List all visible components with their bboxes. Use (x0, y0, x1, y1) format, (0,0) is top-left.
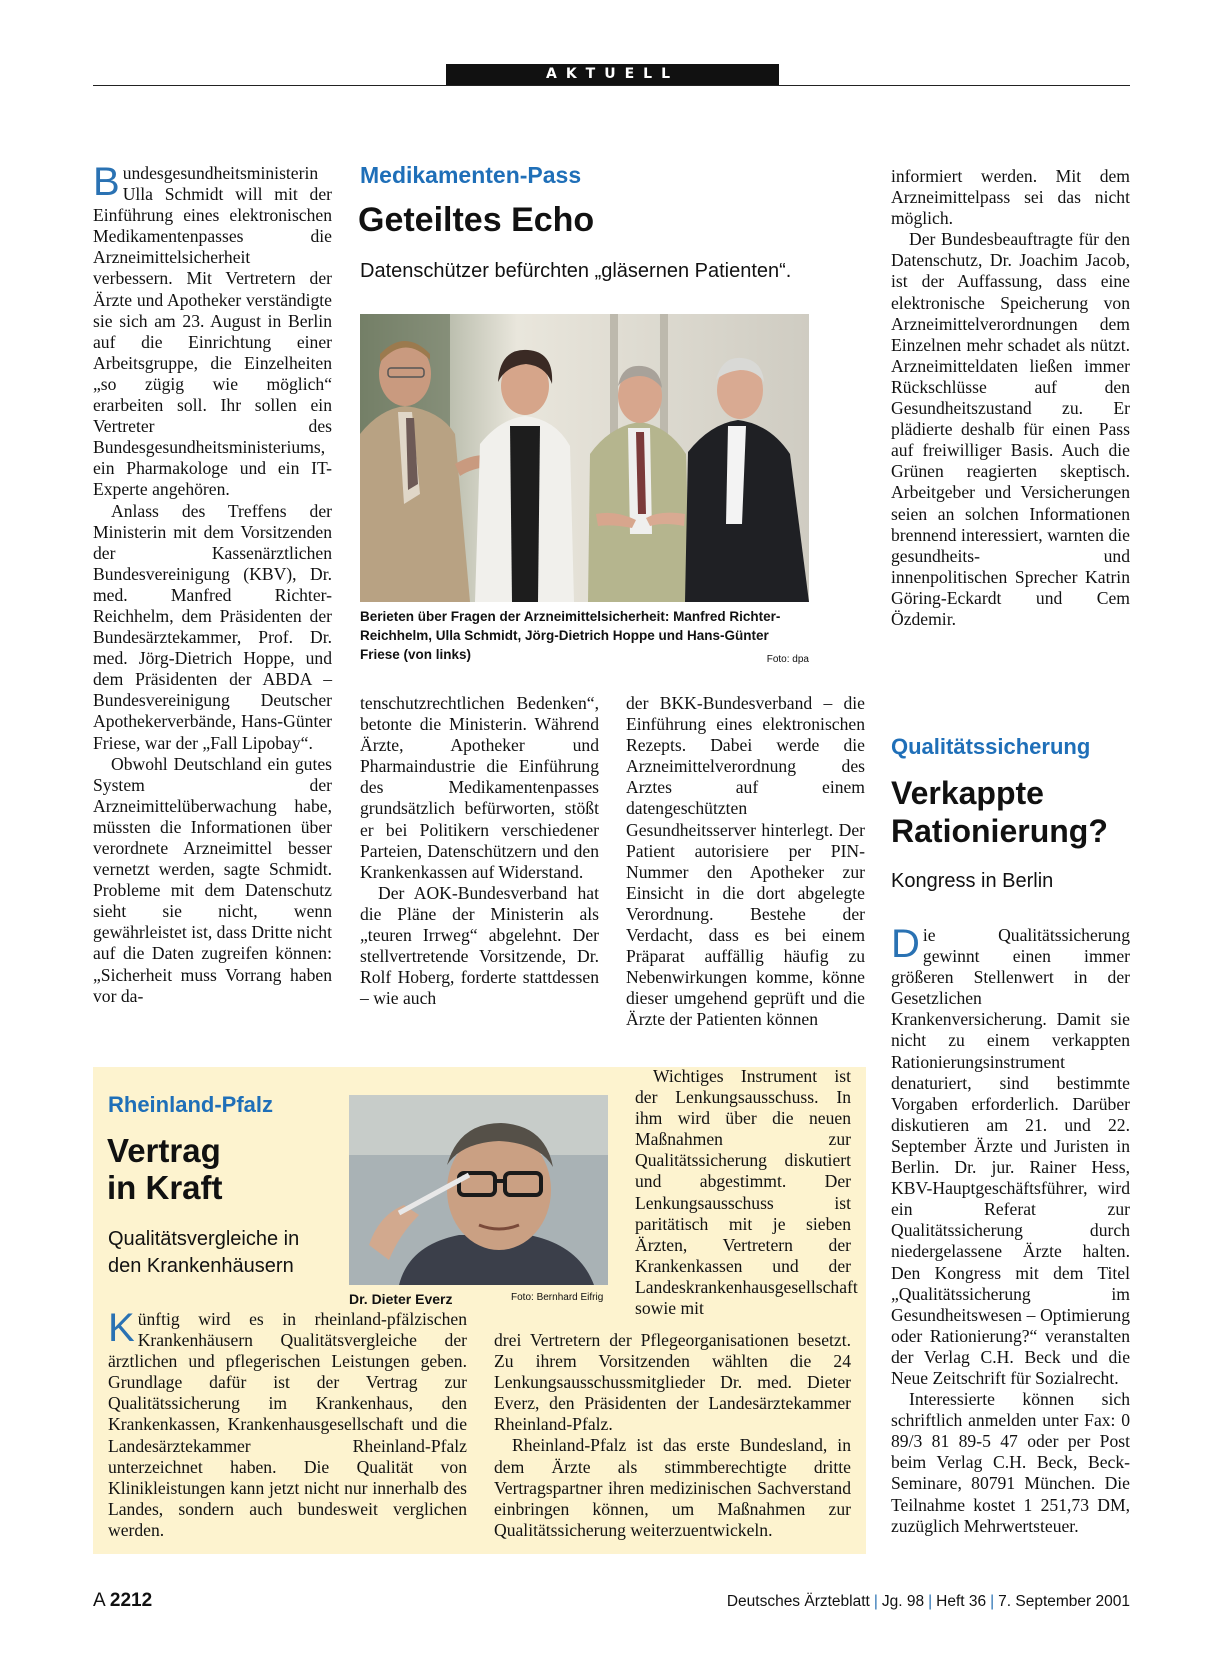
paragraph: Der AOK-Bundesverband hat die Pläne der Ministerin als „teuren Irrweg“ abgelehnt. Der stellvertretende Vorsitzende, Dr. Rolf Hoberg, forderte stattdessen – wie auch (360, 882, 599, 1009)
journal-volume: Jg. 98 (881, 1593, 925, 1610)
article-column-3 (626, 693, 865, 1031)
paragraph: tenschutzrechtlichen Bedenken“, betonte die Ministerin. Während Ärzte, Apotheker und Pharmaindustrie die Einführung des Medikamentenpasses grundsätzlich befürworten, stößt er bei Politikern verschiedener Parteien, Datenschützern und den Krankenkassen auf Widerstand. (360, 693, 599, 882)
box-headline-line-2: in Kraft (107, 1169, 223, 1206)
article-column-1 (93, 160, 332, 1007)
group-photo (360, 314, 809, 602)
article-column-4 (891, 166, 1130, 630)
portrait-illustration (349, 1095, 608, 1285)
portrait-credit: Foto: Bernhard Eifrig (511, 1292, 604, 1303)
side-article-body (891, 922, 1130, 1537)
journal-issue: Heft 36 (936, 1593, 987, 1610)
group-photo-caption: Berieten über Fragen der Arzneimittelsicherheit: Manfred Richter-Reichhelm, Ulla Schmidt, Jörg-Dietrich Hoppe und Hans-Günter Friese (von links) Foto: dpa (360, 607, 809, 669)
portrait-caption: Dr. Dieter Everz (349, 1291, 453, 1307)
paragraph: Bundesgesundheitsministerin Ulla Schmidt will mit der Einführung eines elektronischen Medikamentenpasses die Arzneimittelsicherheit verbessern. Mit Vertretern der Ärzte und Apotheker verständigte sie sich am 23. August in Berlin auf die Einrichtung einer Arbeitsgruppe, die Einzelheiten „so zügig wie möglich“ erarbeiten soll. Ihr sollen ein Vertreter des Bundesgesundheitsministeriums, ein Pharmakologe und ein IT-Experte angehören. (93, 160, 332, 500)
paragraph: informiert werden. Mit dem Arzneimittelpass sei das nicht möglich. (891, 166, 1130, 229)
drop-cap: B (93, 160, 120, 204)
box-kicker: Rheinland-Pfalz (108, 1092, 274, 1117)
paragraph: Interessierte können sich schriftlich anmelden unter Fax: 0 89/3 81 89-5 47 oder per Post beim Verlag C.H. Beck, Beck-Seminare, 80791 München. Die Teilnahme kostet 1 251,73 DM, zuzüglich Mehrwertsteuer. (891, 1389, 1130, 1536)
side-headline: Verkappte Rationierung? (891, 775, 1108, 849)
paragraph: Die Qualitätssicherung gewinnt einen immer größeren Stellenwert in der Gesetzlichen Krankenversicherung. Damit sie nicht zu einem verkappten Rationierungsinstrument denaturiert, sind bestimmte Vorgaben erforderlich. Darüber diskutieren am 21. und 22. September Ärzte und Juristen in Berlin. Dr. jur. Rainer Hess, KBV-Hauptgeschäftsführer, wird ein Referat zur Qualitätssicherung durch niedergelassene Ärzte halten. Den Kongress mit dem Titel „Qualitätssicherung im Gesundheitswesen – Optimierung oder Rationierung?“ veranstalten der Verlag C.H. Beck und die Neue Zeitschrift für Sozialrecht. (891, 922, 1130, 1388)
journal-date: 7. September 2001 (998, 1593, 1130, 1610)
side-kicker: Qualitätssicherung (891, 734, 1091, 759)
main-kicker: Medikamenten-Pass (360, 162, 582, 188)
paragraph: Obwohl Deutschland ein gutes System der Arzneimittelüberwachung habe, müssten die Informationen über verordnete Arzneimittel besser vernetzt werden, sagte Schmidt. Probleme mit dem Datenschutz sieht sie nicht, wenn gewährleistet ist, dass Dritte nicht auf die Daten zugreifen können: „Sicherheit muss Vorrang haben vor da- (93, 753, 332, 1006)
article-column-2 (360, 693, 599, 1009)
paragraph: der BKK-Bundesverband – die Einführung eines elektronischen Rezepts. Dabei werde die Arzneimittelverordnung des Arztes auf einem datengeschützten Gesundheitsserver hinterlegt. Der Patient autorisiere per PIN-Nummer den Apotheker zur Einsicht in die dort abgelegte Verordnung. Bestehe der Verdacht, dass es bei einem Präparat auffällig häufig zu Nebenwirkungen komme, könne dieser umgehend geprüft und die Ärzte der Patienten können (626, 693, 865, 1030)
page-number: A 2212 (93, 1590, 153, 1611)
side-standfirst: Kongress in Berlin (891, 870, 1054, 892)
photo-credit: Foto: dpa (766, 654, 809, 665)
drop-cap: D (891, 922, 920, 966)
group-photo-illustration (360, 314, 809, 602)
paragraph: Der Bundesbeauftragte für den Datenschutz, Dr. Joachim Jacob, ist der Auffassung, dass eine elektronische Speicherung von Arzneimittelverordnungen dem Einzelnen mehr schadet als nützt. Arzneimitteldaten ließen immer Rückschlüsse auf den Gesundheitszustand zu. Er plädierte deshalb für einen Pass auf freiwilliger Basis. Auch die Grünen reagierten skeptisch. Arbeitgeber und Versicherungen seien an solchen Informationen brennend interessiert, warnten die gesundheits- und innenpolitischen Sprecher Katrin Göring-Eckardt und Cem Özdemir. (891, 229, 1130, 629)
box-right-top (635, 1066, 858, 1319)
journal-name: Deutsches Ärzteblatt (726, 1593, 870, 1610)
box-left-column (108, 1306, 467, 1541)
paragraph: Anlass des Treffens der Ministerin mit dem Vorsitzenden der Kassenärztlichen Bundesvereinigung (KBV), Dr. med. Manfred Richter-Reichhelm, dem Präsidenten der Bundesärztekammer, Prof. Dr. med. Jörg-Dietrich Hoppe, und dem Präsidenten der ABDA – Bundesvereinigung Deutscher Apothekerverbände, Hans-Günter Friese, war der „Fall Lipobay“. (93, 500, 332, 753)
box-standfirst: Qualitätsvergleiche in den Krankenhäusern (108, 1228, 300, 1277)
header-rule (93, 85, 1130, 86)
journal-info: Deutsches Ärzteblatt | Jg. 98 | Heft 36 | 7. September 2001 (726, 1593, 1130, 1610)
drop-cap: K (108, 1306, 135, 1350)
portrait-photo (349, 1095, 608, 1285)
paragraph: Künftig wird es in rheinland-pfälzischen Krankenhäusern Qualitätsvergleiche der ärztlichen und pflegerischen Leistungen geben. Grundlage dafür ist der Vertrag zur Qualitätssicherung im Krankenhaus, den Krankenkassen, Krankenhausgesellschaft und die Landesärztekammer Rheinland-Pfalz unterzeichnet haben. Die Qualität von Klinikleistungen kann jetzt nicht nur innerhalb des Landes, sondern auch bundesweit verglichen werden. (108, 1306, 467, 1540)
main-headline: Geteiltes Echo (358, 201, 595, 239)
box-headline-line-1: Vertrag (107, 1132, 221, 1169)
paragraph: Wichtiges Instrument ist der Lenkungsausschuss. In ihm wird über die neuen Maßnahmen zur Qualitätssicherung diskutiert und abgestimmt. Der Lenkungsausschuss ist paritätisch mit je sieben Ärzten, Vertretern der Krankenkassen und der Landeskrankenhausgesellschaft sowie mit (635, 1066, 858, 1319)
paragraph: drei Vertretern der Pflegeorganisationen besetzt. Zu ihrem Vorsitzenden wählten die 24 Lenkungsausschussmitglieder Dr. med. Dieter Everz, den Präsidenten der Landesärztekammer Rheinland-Pfalz. (494, 1330, 851, 1435)
section-label: AKTUELL (446, 64, 779, 85)
paragraph: Rheinland-Pfalz ist das erste Bundesland, in dem Ärzte als stimmberechtigte dritte Vertragspartner ihren medizinischen Sachverstand einbringen können, um Maßnahmen zur Qualitätssicherung weiterzuentwickeln. (494, 1435, 851, 1540)
box-right-bottom (494, 1330, 851, 1541)
main-standfirst: Datenschützer befürchten „gläsernen Patienten“. (360, 260, 792, 282)
